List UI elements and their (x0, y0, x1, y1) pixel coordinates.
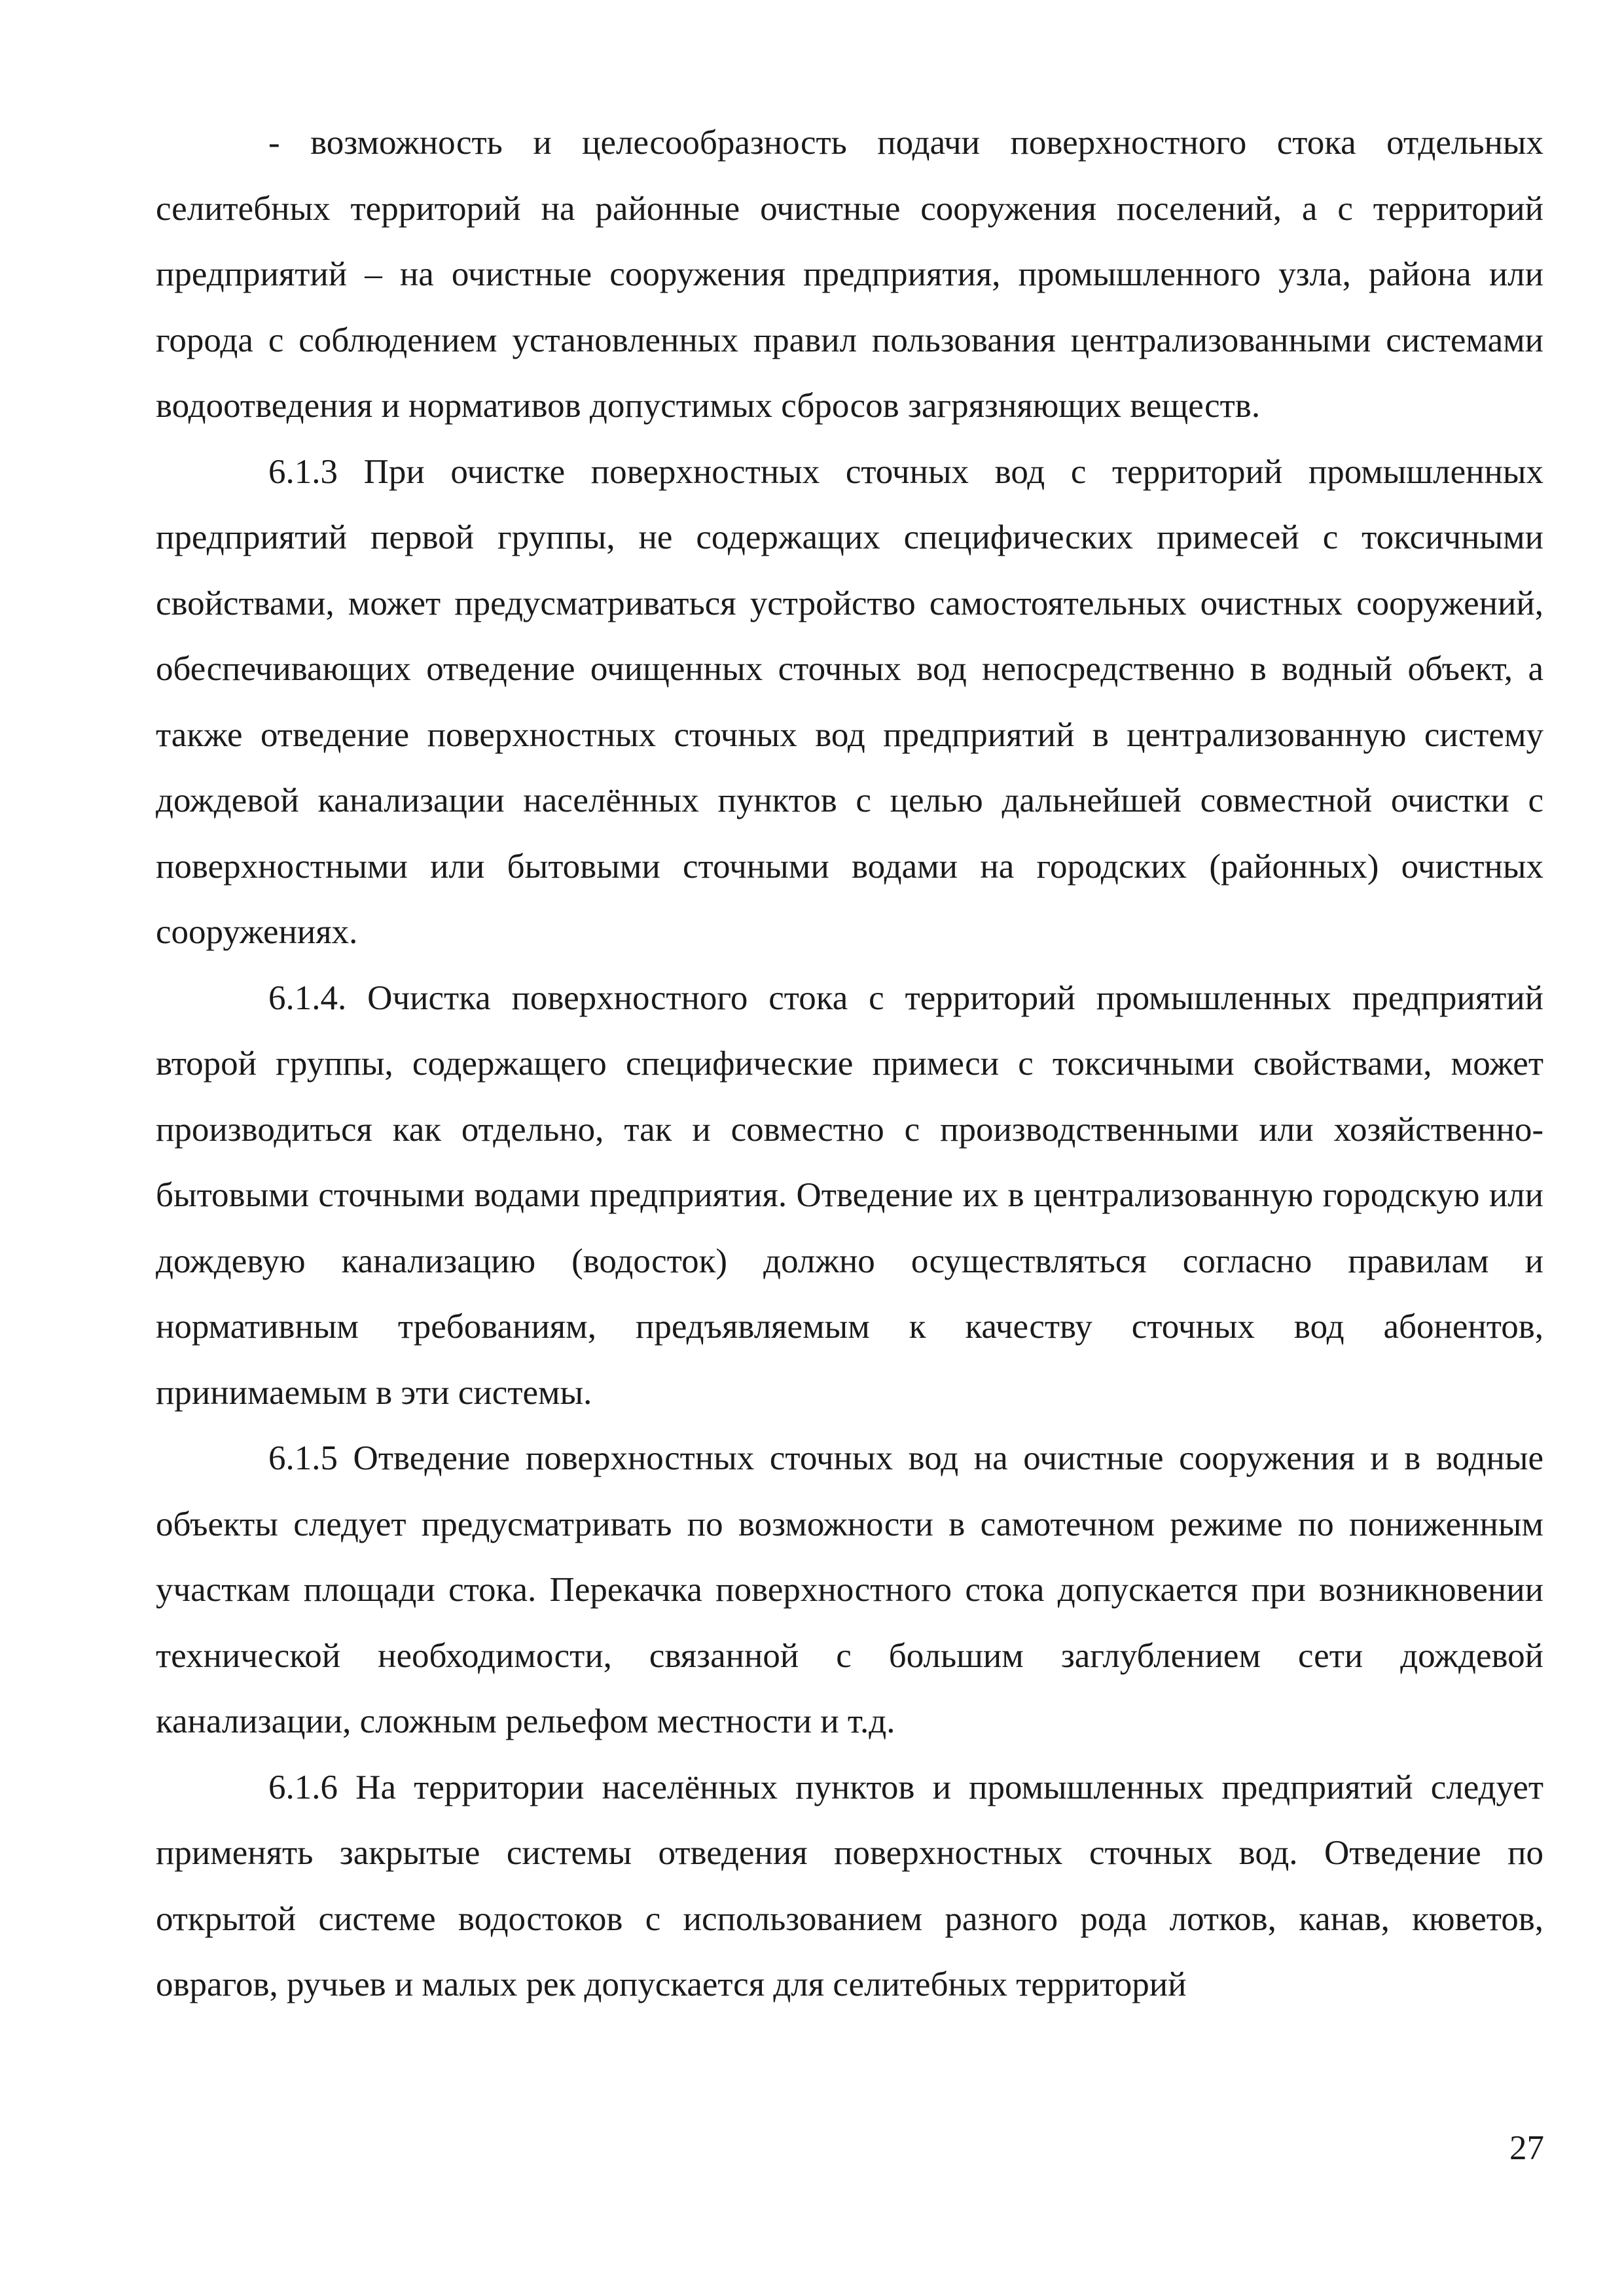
paragraph-6-1-3: 6.1.3 При очистке поверхностных сточных вод с территорий промышленных предприятий первой группы, не содержащих специфических примесей с токсичными свойствами, может предусматриваться устройство самостоятельных очистных сооружений, обеспечивающих отведение очищенных сточных вод непосредственно в водный объект, а также отведение поверхностных сточных вод предприятий в централизованную систему дождевой канализации населённых пунктов с целью дальнейшей совместной очистки с поверхностными или бытовыми сточными водами на городских (районных) очистных сооружениях. (156, 452, 1543, 951)
paragraph-6-1-6: 6.1.6 На территории населённых пунктов и промышленных предприятий следует применять закрытые системы отведения поверхностных сточных вод. Отведение по открытой системе водостоков с использованием разного рода лотков, канав, кюветов, оврагов, ручьев и малых рек допускается для селитебных территорий (156, 1768, 1543, 2003)
paragraph-item-list-continuation: - возможность и целесообразность подачи поверхностного стока отдельных селитебных территорий на районные очистные сооружения поселений, а с территорий предприятий – на очистные сооружения предприятия, промышленного узла, района или города с соблюдением установленных правил пользования централизованными системами водоотведения и нормативов допустимых сбросов загрязняющих веществ. (156, 124, 1543, 425)
paragraph-6-1-4: 6.1.4. Очистка поверхностного стока с территорий промышленных предприятий второй группы, содержащего специфические примеси с токсичными свойствами, может производиться как отдельно, так и совместно с производственными или хозяйственно-бытовыми сточными водами предприятия. Отведение их в централизованную городскую или дождевую канализацию (водосток) должно осуществляться согласно правилам и нормативным требованиям, предъявляемым к качеству сточных вод абонентов, принимаемым в эти системы. (156, 978, 1543, 1412)
body-text (156, 110, 1543, 2018)
paragraph-6-1-5: 6.1.5 Отведение поверхностных сточных вод на очистные сооружения и в водные объекты следует предусматривать по возможности в самотечном режиме по пониженным участкам площади стока. Перекачка поверхностного стока допускается при возникновении технической необходимости, связанной с большим заглублением сети дождевой канализации, сложным рельефом местности и т.д. (156, 1439, 1543, 1740)
page-number: 27 (1509, 2129, 1544, 2167)
